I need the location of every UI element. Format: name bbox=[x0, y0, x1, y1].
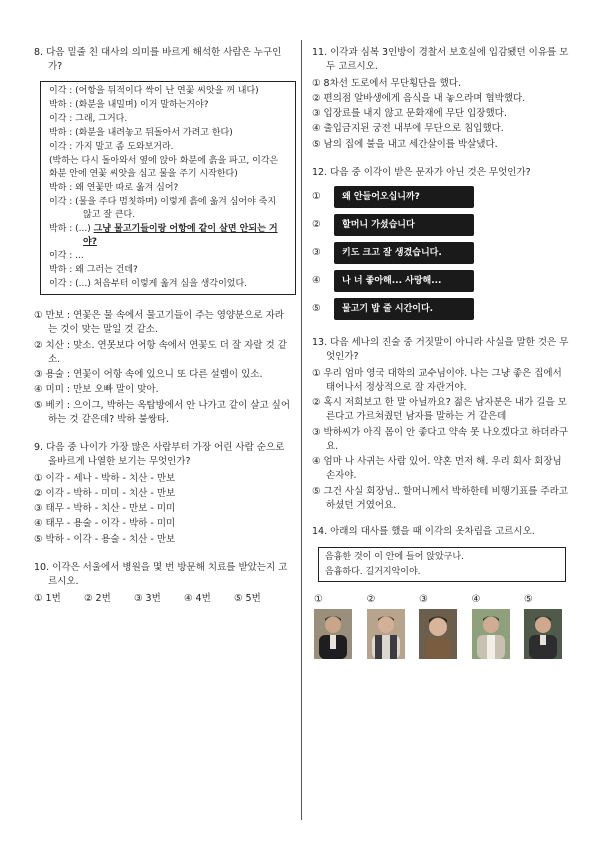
question-8-options bbox=[34, 309, 292, 427]
answer-option[interactable]: ④ 4번 bbox=[184, 593, 211, 605]
message-option[interactable] bbox=[312, 298, 572, 320]
underlined-quote: 그냥 물고기들이랑 어항에 같이 살면 안되는 거야? bbox=[83, 223, 278, 248]
outfit-photo bbox=[472, 609, 510, 659]
option-number: ③ bbox=[419, 594, 428, 606]
answer-option[interactable]: ④ 미미 : 만보 오빠 말이 맞아. bbox=[34, 384, 159, 396]
answer-option[interactable]: ② 이각 - 박하 - 미미 - 치산 - 만보 bbox=[34, 487, 176, 499]
question-14-title: 14. 아래의 대사를 했을 때 이각의 옷차림을 고르시오. bbox=[312, 526, 535, 537]
option-number: ② bbox=[312, 218, 321, 230]
question-10-title: 10. 이각은 서울에서 병원을 몇 번 방문해 치료를 받았는지 고르시오. bbox=[34, 561, 288, 588]
outfit-option[interactable] bbox=[472, 592, 510, 659]
answer-option[interactable]: ③ 3번 bbox=[134, 593, 161, 605]
answer-option[interactable]: ② 2번 bbox=[84, 593, 111, 605]
text-message-bubble: 나 너 좋아해... 사랑해... bbox=[334, 270, 474, 292]
question-12-title: 12. 다음 중 이각이 받은 문자가 아닌 것은 무엇인가? bbox=[312, 166, 531, 178]
outfit-photo bbox=[367, 609, 405, 659]
answer-option[interactable]: ⑤ 남의 집에 불을 내고 세간살이를 박살냈다. bbox=[312, 138, 498, 150]
answer-option[interactable]: ⑤ 베키 : 으이그, 박하는 옥탑방에서 안 나가고 같이 살고 싶어하는 것 같은데? 박하 불쌍타. bbox=[34, 399, 291, 425]
question-9-options bbox=[34, 472, 292, 547]
message-option[interactable] bbox=[312, 214, 572, 236]
answer-option[interactable]: ① 1번 bbox=[34, 593, 61, 605]
question-13 bbox=[312, 336, 572, 513]
dialogue-line: 박하 : (화분을 내밀며) 이거 말하는거야? bbox=[49, 99, 209, 110]
answer-option[interactable]: ① 만보 : 연꽃은 물 속에서 물고기들이 주는 영양분으로 자라는 것이 맞는 말일 것 같소. bbox=[34, 310, 284, 336]
outfit-option[interactable] bbox=[524, 592, 562, 659]
question-12 bbox=[312, 166, 572, 320]
dialogue-line: 박하 : (화분을 내려놓고 뒤돌아서 가려고 한다) bbox=[49, 127, 233, 138]
question-11-options bbox=[312, 77, 572, 152]
dialogue-line: 이각 : 가지 말고 좀 도와보거라. bbox=[49, 141, 174, 152]
option-number: ④ bbox=[471, 594, 481, 606]
answer-option[interactable]: ⑤ 박하 - 이각 - 용술 - 치산 - 만보 bbox=[34, 533, 176, 545]
message-option[interactable] bbox=[312, 242, 572, 264]
question-11-title: 11. 이각과 심복 3인방이 경찰서 보호실에 입감됐던 이유를 모두 고르시오. bbox=[312, 47, 569, 73]
answer-option[interactable]: ② 치산 : 맞소. 연못보다 어항 속에서 연꽃도 더 잘 자랄 것 같소. bbox=[34, 339, 287, 365]
column-divider bbox=[301, 40, 302, 820]
question-9-title: 9. 다음 중 나이가 가장 많은 사람부터 가장 어린 사람 순으로 올바르게 나열한 보기는 무엇인가? bbox=[34, 442, 285, 468]
text-message-bubble: 물고기 밥 줄 시간이다. bbox=[334, 298, 474, 320]
message-option[interactable] bbox=[312, 270, 572, 292]
answer-option[interactable]: ③ 입장료를 내지 않고 문화재에 무단 입장했다. bbox=[312, 108, 507, 119]
quote-line: 음흉하다. 길거지악이야. bbox=[325, 566, 421, 577]
dialogue-line-underlined bbox=[49, 223, 287, 249]
question-8 bbox=[34, 46, 292, 427]
option-number: ③ bbox=[312, 246, 321, 258]
answer-option[interactable]: ① 8차선 도로에서 무단횡단을 했다. bbox=[312, 77, 461, 89]
text-message-bubble: 왜 안들어오십니까? bbox=[334, 186, 474, 208]
answer-option[interactable]: ② 편의점 알바생에게 음식을 내 놓으라며 협박했다. bbox=[312, 92, 526, 104]
message-option[interactable] bbox=[312, 186, 572, 208]
answer-option[interactable]: ⑤ 5번 bbox=[234, 593, 261, 605]
answer-option[interactable]: ④ 태무 - 용술 - 이각 - 박하 - 미미 bbox=[34, 518, 176, 530]
right-column bbox=[312, 46, 572, 665]
dialogue-line: 이각 : (물을 주다 멈칫하며) 이렇게 흙에 옮겨 심어야 죽지 않고 잘 큰다. bbox=[49, 196, 277, 220]
dialogue-line: 박하 : 왜 그러는 건데? bbox=[49, 265, 138, 276]
answer-option[interactable]: ④ 출입금지된 궁전 내부에 무단으로 침입했다. bbox=[312, 123, 504, 135]
outfit-photo bbox=[314, 609, 352, 659]
outfit-photo bbox=[419, 609, 457, 659]
dialogue-box bbox=[40, 81, 296, 296]
question-8-title: 8. 다음 밑줄 친 대사의 의미를 바르게 해석한 사람은 누구인가? bbox=[34, 47, 282, 73]
outfit-option[interactable] bbox=[419, 592, 457, 659]
option-number: ④ bbox=[312, 274, 321, 286]
dialogue-line: 이각 : (...) 처음부터 이렇게 옮겨 심을 생각이었다. bbox=[49, 279, 248, 290]
answer-option[interactable]: ① 우리 엄마 영국 대학의 교수님이야. 나는 그냥 좋은 집에서 태어나서 정상적으로 잘 자란거야. bbox=[312, 367, 562, 393]
quote-line: 음흉한 것이 이 안에 들어 앉았구나. bbox=[325, 552, 464, 563]
question-13-options bbox=[312, 367, 572, 514]
quote-box bbox=[318, 547, 566, 582]
answer-option[interactable]: ① 이각 - 세나 - 박하 - 치산 - 만보 bbox=[34, 472, 176, 484]
answer-option[interactable]: ② 혹시 저희보고 한 말 아닐까요? 젊은 남자분은 내가 길을 모른다고 가르쳐줬던 남자를 말하는 거 같은데 bbox=[312, 397, 567, 423]
dialogue-line: 박하 : 왜 연꽃만 따로 옮겨 심어? bbox=[49, 182, 179, 193]
outfit-options bbox=[314, 592, 562, 659]
outfit-option[interactable] bbox=[367, 592, 405, 659]
question-14 bbox=[312, 525, 572, 659]
outfit-option[interactable] bbox=[314, 592, 352, 659]
dialogue-line: 이각 : 그래, 그거다. bbox=[49, 113, 128, 124]
answer-option[interactable]: ③ 용술 : 연꽃이 어항 속에 있으니 또 다른 설렘이 있소. bbox=[34, 369, 263, 381]
option-number: ⑤ bbox=[524, 594, 533, 606]
option-number: ② bbox=[366, 594, 376, 606]
answer-option[interactable]: ③ 태무 - 박하 - 치산 - 만보 - 미미 bbox=[34, 503, 176, 515]
dialogue-line: 이각 : ... bbox=[49, 251, 84, 262]
question-13-title: 13. 다음 세나의 진술 중 거짓말이 아니라 사실을 말한 것은 무엇인가? bbox=[312, 337, 569, 363]
dialogue-line: (박하는 다시 돌아와서 옆에 앉아 화분에 흙을 파고, 이각은 화분 안에 연꽃 씨앗을 심고 물을 주기 시작한다) bbox=[49, 155, 279, 179]
question-9 bbox=[34, 441, 292, 547]
text-message-bubble: 할머니 가셨습니다 bbox=[334, 214, 474, 236]
text-message-bubble: 키도 크고 잘 생겼습니다. bbox=[334, 242, 474, 264]
question-11 bbox=[312, 46, 572, 152]
question-10-options bbox=[34, 592, 292, 606]
option-number: ⑤ bbox=[312, 302, 321, 314]
option-number: ① bbox=[312, 190, 321, 202]
option-number: ① bbox=[314, 594, 323, 606]
answer-option[interactable]: ④ 엄마 나 사귀는 사람 있어. 약혼 먼저 해. 우리 회사 회장님 손자야. bbox=[312, 456, 562, 482]
question-10 bbox=[34, 561, 292, 607]
dialogue-speaker: 박하 : (...) bbox=[49, 223, 94, 234]
dialogue-line: 이각 : (어항을 뒤적이다 싹이 난 연꽃 씨앗을 꺼 내다) bbox=[49, 85, 259, 96]
answer-option[interactable]: ⑤ 그건 사실 회장님.. 할머니께서 박하한테 비행기표를 주라고 하셨던 거였어요. bbox=[312, 485, 568, 511]
outfit-photo bbox=[524, 609, 562, 659]
left-column bbox=[34, 46, 292, 613]
answer-option[interactable]: ③ 박하씨가 아직 몸이 안 좋다고 약속 못 나오겠다고 하더라구요. bbox=[312, 426, 568, 452]
